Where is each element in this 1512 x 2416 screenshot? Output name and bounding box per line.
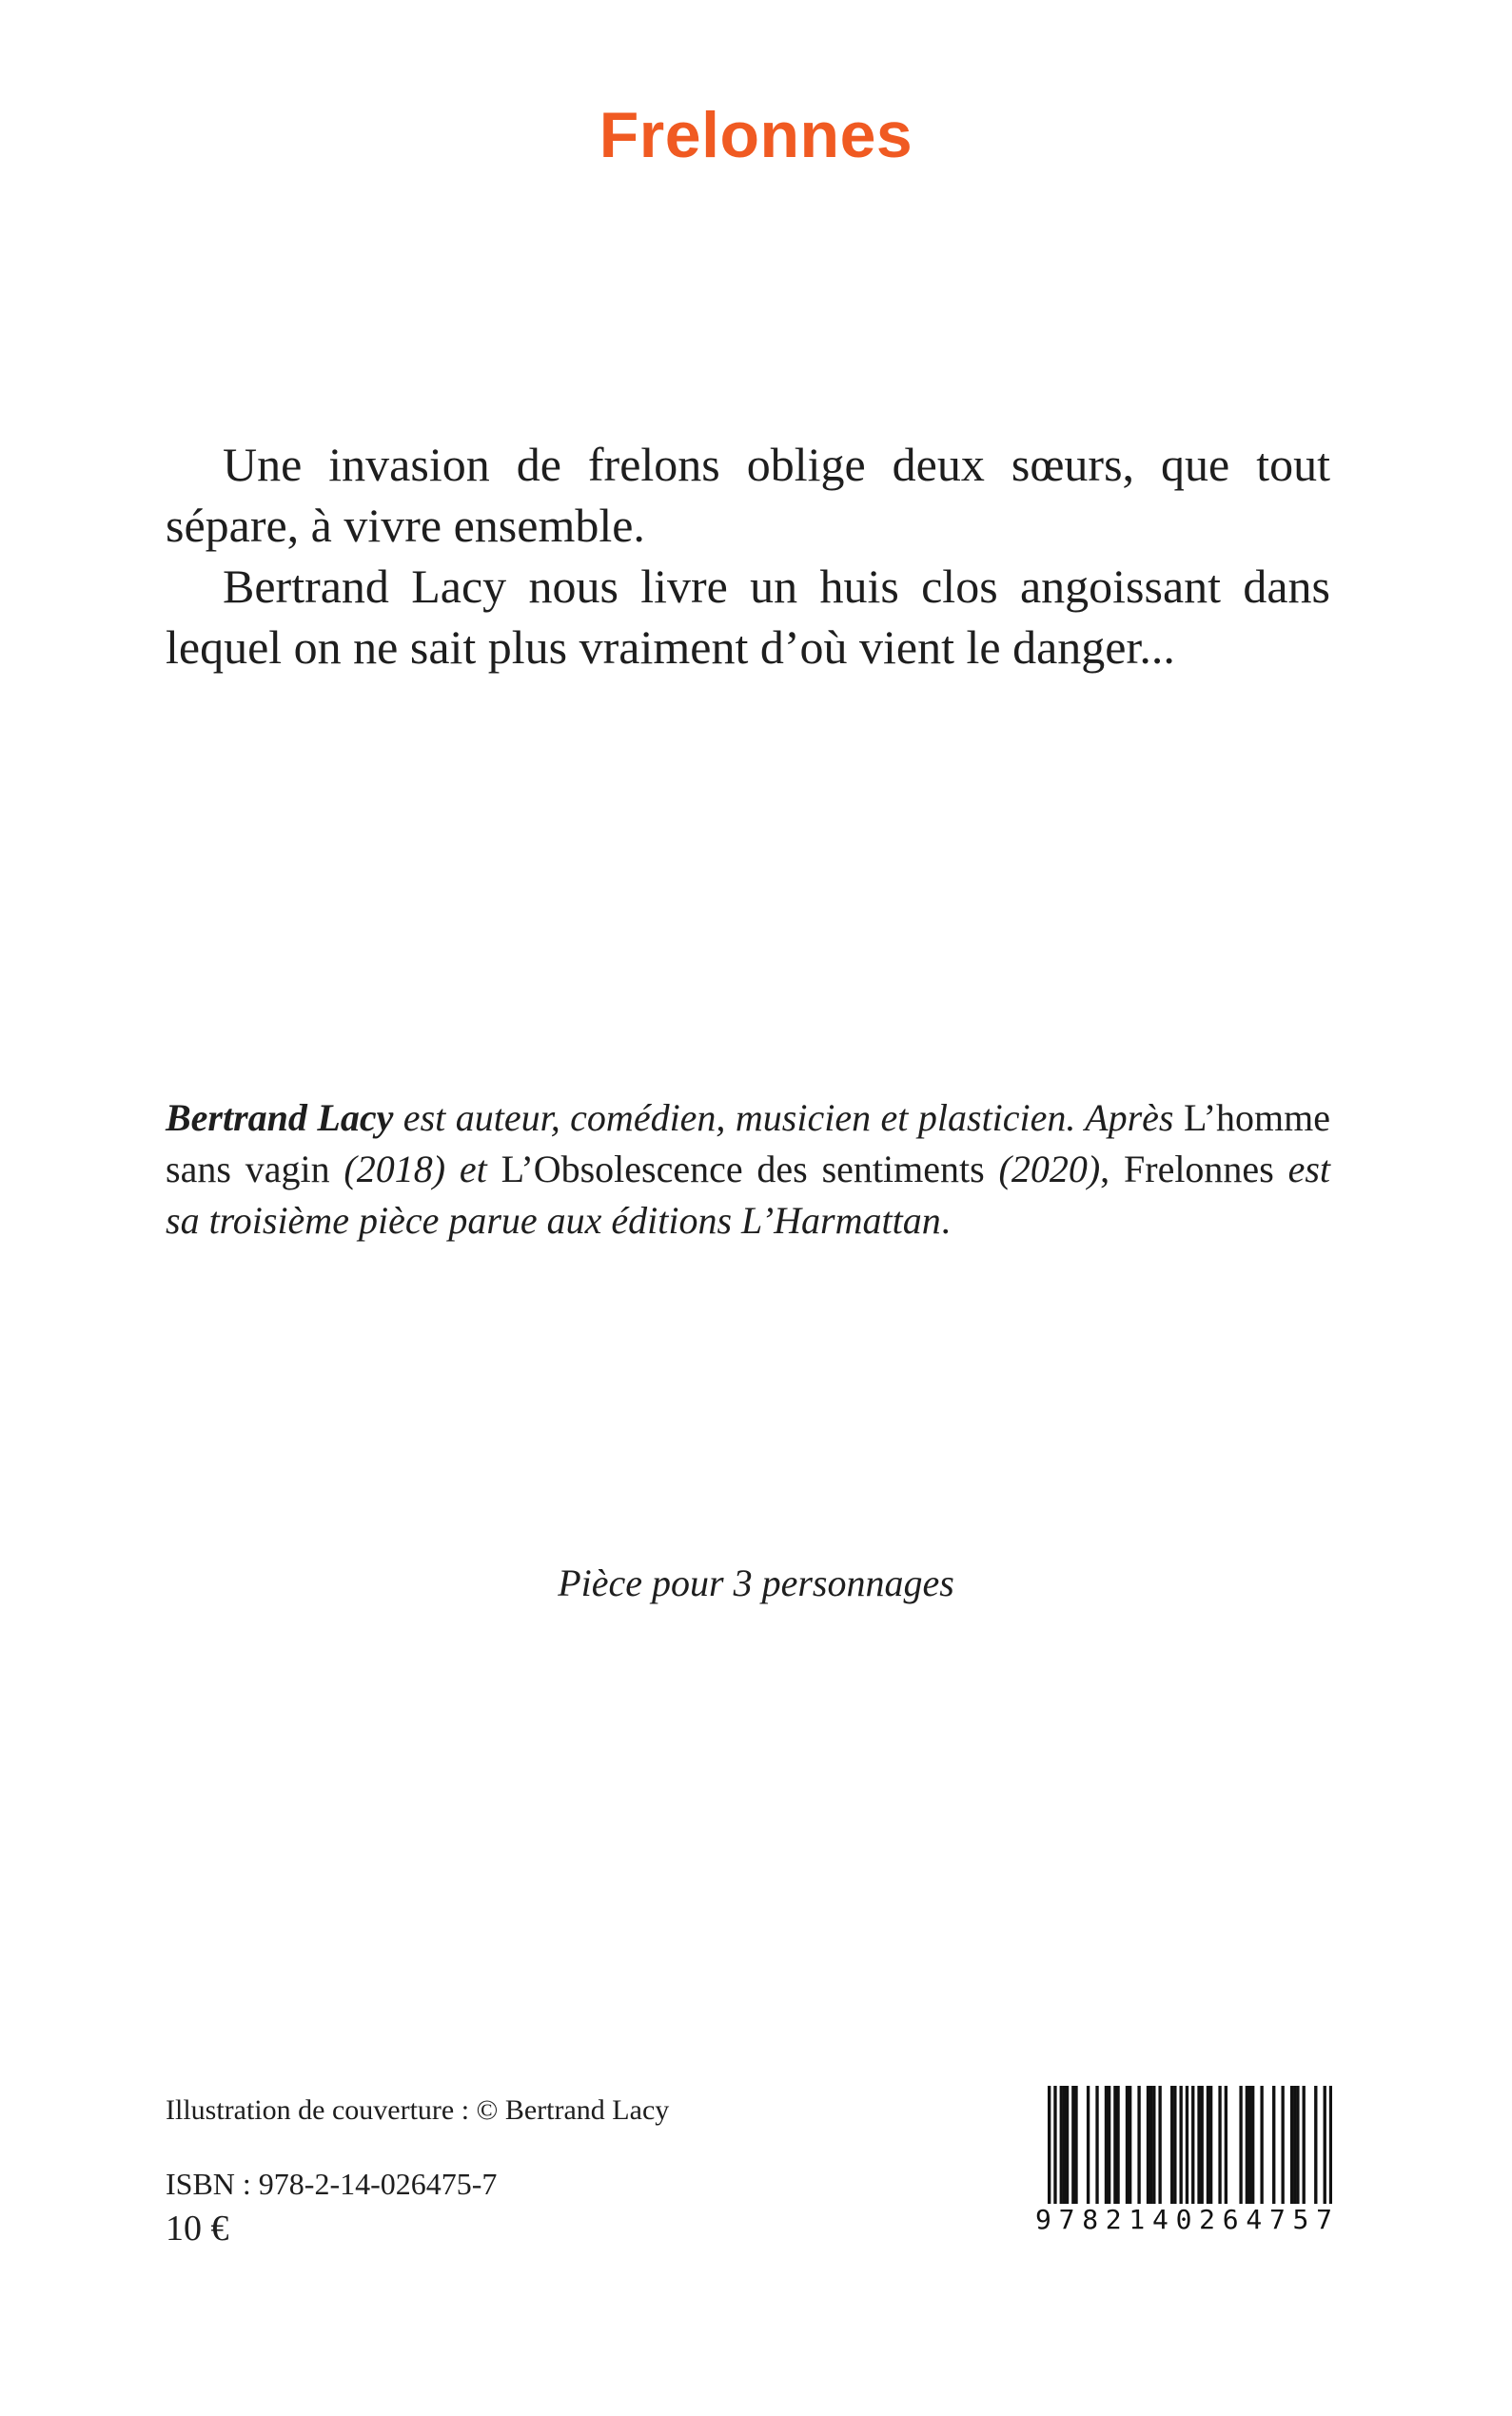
barcode-bar (1116, 2086, 1119, 2204)
bio-conj: et (459, 1148, 501, 1190)
barcode-digit: 2 (1199, 2204, 1216, 2235)
barcode-bar (1260, 2086, 1263, 2204)
barcode-bar (1218, 2086, 1221, 2204)
barcode-bar (1113, 2086, 1116, 2204)
barcode-bar (1207, 2086, 1209, 2204)
barcode-bar (1225, 2086, 1227, 2204)
barcode-bar (1170, 2086, 1173, 2204)
barcode-bar (1149, 2086, 1152, 2204)
barcode-bar (1066, 2086, 1069, 2204)
barcode-digit: 1 (1129, 2204, 1146, 2235)
blurb-paragraph-2: Bertrand Lacy nous livre un huis clos angoissant dans lequel on ne sait plus vraiment d’où vient le danger... (166, 560, 1330, 674)
bio-comma: , (1100, 1148, 1124, 1190)
barcode-bar (1290, 2086, 1293, 2204)
barcode-bar (1095, 2086, 1098, 2204)
isbn: ISBN : 978-2-14-026475-7 (166, 2167, 498, 2201)
barcode-digits (1035, 2206, 1332, 2234)
barcode-digit: 4 (1151, 2204, 1168, 2235)
barcode-digit: 6 (1222, 2204, 1239, 2235)
barcode-bar (1158, 2086, 1161, 2204)
barcode-bar (1191, 2086, 1194, 2204)
author-name: Bertrand Lacy (166, 1096, 394, 1139)
bio-year-2: (2020) (984, 1148, 1101, 1190)
bio-text-2: est sa troisième pièce parue aux éditions L’Harmattan (166, 1148, 1331, 1242)
illustration-credit: Illustration de couverture : © Bertrand Lacy (166, 2094, 670, 2126)
barcode-digit: 7 (1316, 2204, 1332, 2235)
barcode-bar (1329, 2086, 1332, 2204)
barcode-bar (1152, 2086, 1155, 2204)
barcode-bar (1108, 2086, 1110, 2204)
bio-book-2: L’Obsolescence des sentiments (501, 1148, 985, 1190)
cast-note: Pièce pour 3 personnages (558, 1562, 954, 1604)
barcode-bar (1272, 2086, 1275, 2204)
barcode-digit: 8 (1082, 2204, 1099, 2235)
barcode-digit: 2 (1105, 2204, 1122, 2235)
barcode-bar (1060, 2086, 1063, 2204)
barcode-bar (1105, 2086, 1108, 2204)
bio-text-1: est auteur, comédien, musicien et plasticien. Après (393, 1096, 1184, 1139)
barcode-bar (1179, 2086, 1182, 2204)
bio-book-3: Frelonnes (1124, 1148, 1274, 1190)
bio-year-1: (2018) (329, 1148, 460, 1190)
barcode-bar (1053, 2086, 1056, 2204)
barcode-bar (1248, 2086, 1251, 2204)
barcode-bar (1314, 2086, 1317, 2204)
barcode-digit: 5 (1292, 2204, 1309, 2235)
barcode-bars (1037, 2086, 1332, 2204)
barcode-digit: 4 (1246, 2204, 1263, 2235)
bio-period: . (940, 1199, 951, 1242)
barcode-bar (1063, 2086, 1066, 2204)
barcode-bar (1071, 2086, 1074, 2204)
barcode-digit: 7 (1058, 2204, 1075, 2235)
barcode-bar (1281, 2086, 1284, 2204)
barcode-bar (1137, 2086, 1140, 2204)
barcode-bar (1147, 2086, 1149, 2204)
barcode-bar (1246, 2086, 1248, 2204)
barcode-bar (1126, 2086, 1129, 2204)
barcode-bar (1239, 2086, 1242, 2204)
barcode-digit: 0 (1175, 2204, 1192, 2235)
barcode-bar (1074, 2086, 1077, 2204)
barcode-bar (1048, 2086, 1051, 2204)
price: 10 € (166, 2209, 229, 2249)
barcode-bar (1296, 2086, 1299, 2204)
author-bio (166, 1092, 1330, 1247)
barcode-digit: 9 (1035, 2204, 1051, 2235)
barcode-digit: 7 (1268, 2204, 1286, 2235)
barcode-bar (1173, 2086, 1176, 2204)
barcode-bar (1186, 2086, 1188, 2204)
barcode-bar (1129, 2086, 1131, 2204)
barcode-bar (1209, 2086, 1212, 2204)
blurb-paragraph-1: Une invasion de frelons oblige deux sœurs, que tout sépare, à vivre ensemble. (166, 438, 1330, 552)
barcode-bar (1087, 2086, 1090, 2204)
blurb (166, 434, 1330, 678)
barcode-bar (1293, 2086, 1296, 2204)
barcode-bar (1324, 2086, 1326, 2204)
bio-book-1: L’homme sans vagin (166, 1096, 1331, 1190)
barcode-bar (1303, 2086, 1306, 2204)
barcode-bar (1251, 2086, 1254, 2204)
barcode-bar (1201, 2086, 1204, 2204)
barcode-bar (1197, 2086, 1200, 2204)
book-title: Frelonnes (599, 99, 913, 171)
